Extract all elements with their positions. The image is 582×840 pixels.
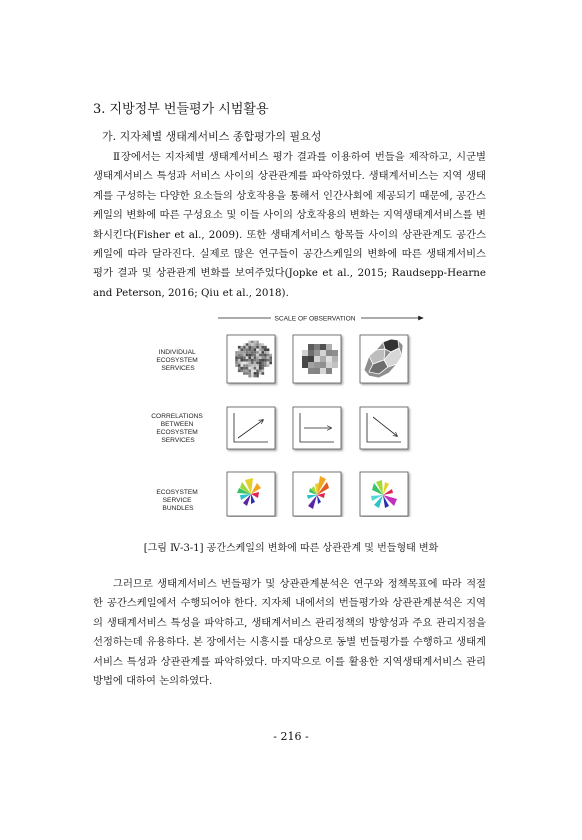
map-cell [248,356,251,359]
map-cell [243,354,246,357]
map-cell [235,356,238,359]
map-cell [256,341,259,344]
map-cell [235,364,238,367]
map-cell [267,359,270,362]
map-cell [248,341,251,344]
map-cell [251,356,254,359]
map-cell [254,346,257,349]
figure [93,312,486,517]
map-cell [243,364,246,367]
map-cell [254,354,257,357]
map-cell [246,359,249,362]
map-cell [246,367,249,370]
map-cell [254,375,257,378]
map-panel-coarse [360,335,408,383]
map-cell [302,350,308,356]
map-cell [308,344,314,350]
map-cell [238,362,241,365]
map-cell [320,356,326,362]
map-cell [308,350,314,356]
map-cell [256,367,259,370]
map-cell [269,354,272,357]
map-cell [262,367,265,370]
map-cell [259,346,262,349]
map-cell [314,356,320,362]
map-cell [259,370,262,373]
map-cell [248,375,251,378]
map-cell [256,346,259,349]
map-cell [262,349,265,352]
map-cell [259,372,262,375]
map-cell [241,359,244,362]
map-cell [238,351,241,354]
map-cell [267,364,270,367]
map-cell [254,367,257,370]
map-cell [264,356,267,359]
map-cell [251,359,254,362]
map-cell [246,356,249,359]
map-cell [241,364,244,367]
map-cell [238,354,241,357]
map-cell [259,364,262,367]
map-cell [243,372,246,375]
map-cell [246,351,249,354]
map-cell [267,354,270,357]
map-cell [264,354,267,357]
map-cell [241,349,244,352]
map-cell [314,344,320,350]
map-cell [243,370,246,373]
map-panel-medium [293,335,341,383]
row-label-correlations: CORRELATIONS BETWEEN ECOSYSTEM SERVICES [151,413,203,444]
map-cell [238,349,241,352]
map-cell [256,362,259,365]
map-cell [264,349,267,352]
map-cell [254,356,257,359]
map-cell [256,359,259,362]
map-cell [243,343,246,346]
bundle-panel-2 [293,472,341,516]
map-cell [243,359,246,362]
map-cell [246,370,249,373]
map-cell [264,364,267,367]
map-cell [269,359,272,362]
map-cell [251,362,254,365]
map-cell [248,351,251,354]
map-cell [269,356,272,359]
map-cell [308,356,314,362]
map-cell [235,359,238,362]
map-cell [259,362,262,365]
row-label-bundles: ECOSYSTEM SERVICE BUNDLES [156,489,198,512]
map-cell [243,351,246,354]
map-cell [256,343,259,346]
map-cell [267,351,270,354]
map-cell [262,359,265,362]
map-cell [251,367,254,370]
subsection-heading: 가. 지자체별 생태계서비스 종합평가의 필요성 [102,130,322,143]
map-cell [243,367,246,370]
correlation-panel-neutral [293,407,341,449]
map-cell [320,350,326,356]
map-cell [235,362,238,365]
map-cell [248,372,251,375]
map-cell [246,354,249,357]
section-heading: 3. 지방정부 번들평가 시범활용 [93,102,269,117]
map-cell [238,356,241,359]
map-cell [308,368,314,374]
map-cell [243,356,246,359]
map-cell [248,370,251,373]
map-cell [246,372,249,375]
map-cell [246,364,249,367]
map-cell [262,346,265,349]
map-cell [254,349,257,352]
map-cell [262,364,265,367]
map-cell [320,344,326,350]
map-cell [262,372,265,375]
body-paragraph-1: Ⅱ장에서는 지자체별 생태계서비스 평가 결과를 이용하여 번들을 제작하고, 시군별 생태계서비스 특성과 서비스 사이의 상관관계를 파악하였다. 생태계서비스는 지역 생태계를 구성하는 다양한 요소들의 상호작용을 통해서 인간사회에 제공되기 때문에, 공간스케일의 변화에 따른 구성요소 및 이들 사이의 상호작용의 변화는 지역생태계서비스를 변화시킨다(Fisher et al., 2009). 또한 생태계서비스 항목들 사이의 상관관계도 공간스케일에 따라 달라진다. 실제로 많은 연구들이 공간스케일의 변화에 따른 생태계서비스 평가 결과 및 상관관계 변화를 보여주었다(Jopke et al., 2015; Raudsepp-Hearne and Peterson, 2016; Qiu et al., 2018). [93,151,486,299]
map-cell [248,359,251,362]
map-cell [248,349,251,352]
map-cell [254,362,257,365]
map-cell [254,343,257,346]
map-cell [332,356,338,362]
map-cell [251,343,254,346]
bundle-panel-1 [227,472,275,516]
map-cell [246,349,249,352]
map-cell [248,367,251,370]
map-cell [246,346,249,349]
map-cell [238,346,241,349]
map-cell [238,364,241,367]
map-cell [241,367,244,370]
map-cell [243,346,246,349]
map-cell [332,362,338,368]
map-cell [267,356,270,359]
bundle-panel-3 [360,472,408,516]
map-cell [254,370,257,373]
map-cell [256,354,259,357]
map-cell [243,362,246,365]
map-cell [241,370,244,373]
map-cell [262,370,265,373]
map-cell [314,350,320,356]
map-cell [235,354,238,357]
map-cell [259,356,262,359]
map-cell [326,356,332,362]
map-cell [241,351,244,354]
map-cell [238,370,241,373]
map-cell [326,344,332,350]
map-cell [259,359,262,362]
correlation-panel-negative [360,407,408,449]
map-cell [259,354,262,357]
map-cell [256,351,259,354]
map-cell [269,362,272,365]
map-cell [238,359,241,362]
correlation-panel-positive [227,407,275,449]
row-label-individual-services: INDIVIDUAL ECOSYSTEM SERVICES [156,349,198,372]
map-cell [241,362,244,365]
map-cell [241,354,244,357]
map-cell [235,351,238,354]
page-number: - 216 - [273,730,309,743]
map-cell [259,343,262,346]
map-cell [264,346,267,349]
map-cell [251,351,254,354]
map-panel-fine [227,335,275,383]
map-cell [256,370,259,373]
map-cell [248,362,251,365]
map-cell [251,341,254,344]
map-cell [248,354,251,357]
map-cell [302,362,308,368]
map-cell [320,368,326,374]
map-cell [256,349,259,352]
map-cell [267,349,270,352]
map-cell [238,367,241,370]
map-cell [254,351,257,354]
scale-label: SCALE OF OBSERVATION [274,315,356,323]
map-cell [302,356,308,362]
map-cell [254,372,257,375]
map-cell [326,368,332,374]
map-cell [262,356,265,359]
map-cell [308,362,314,368]
body-paragraph-2: 그러므로 생태계서비스 번들평가 및 상관관계분석은 연구와 정책목표에 따라 적절한 공간스케일에서 수행되어야 한다. 지자체 내에서의 번들평가와 상관관계분석은 지역의 생태계서비스 특성을 파악하고, 생태계서비스 관리정책의 방향성과 주요 관리지점을 선정하는데 유용하다. 본 장에서는 시흥시를 대상으로 동별 번들평가를 수행하고 생태계서비스 특성과 상관관계를 파악하였다. 마지막으로 이를 활용한 지역생태계서비스 관리방법에 대하여 논의하였다. [93,578,486,688]
map-cell [251,349,254,352]
map-cell [264,351,267,354]
map-cell [251,372,254,375]
map-cell [254,364,257,367]
map-cell [251,375,254,378]
map-cell [264,362,267,365]
map-cell [314,368,320,374]
map-cell [248,343,251,346]
map-cell [251,346,254,349]
map-cell [267,362,270,365]
map-cell [246,343,249,346]
map-cell [251,370,254,373]
map-cell [259,351,262,354]
map-cell [251,354,254,357]
figure-caption: [그림 Ⅳ-3-1] 공간스케일의 변화에 따른 상관관계 및 번들형태 변화 [143,543,439,554]
map-cell [259,349,262,352]
map-cell [264,359,267,362]
map-cell [262,351,265,354]
map-cell [256,364,259,367]
map-cell [259,367,262,370]
map-cell [241,346,244,349]
map-cell [256,375,259,378]
map-cell [320,362,326,368]
map-cell [262,343,265,346]
map-cell [246,362,249,365]
map-cell [256,372,259,375]
map-cell [243,349,246,352]
map-cell [254,359,257,362]
map-cell [241,356,244,359]
map-cell [326,362,332,368]
map-cell [262,354,265,357]
map-cell [254,341,257,344]
map-cell [248,364,251,367]
map-cell [314,362,320,368]
map-cell [262,362,265,365]
map-cell [332,350,338,356]
map-cell [326,350,332,356]
map-cell [251,364,254,367]
figure-diagram [93,312,486,517]
map-cell [248,346,251,349]
map-cell [256,356,259,359]
